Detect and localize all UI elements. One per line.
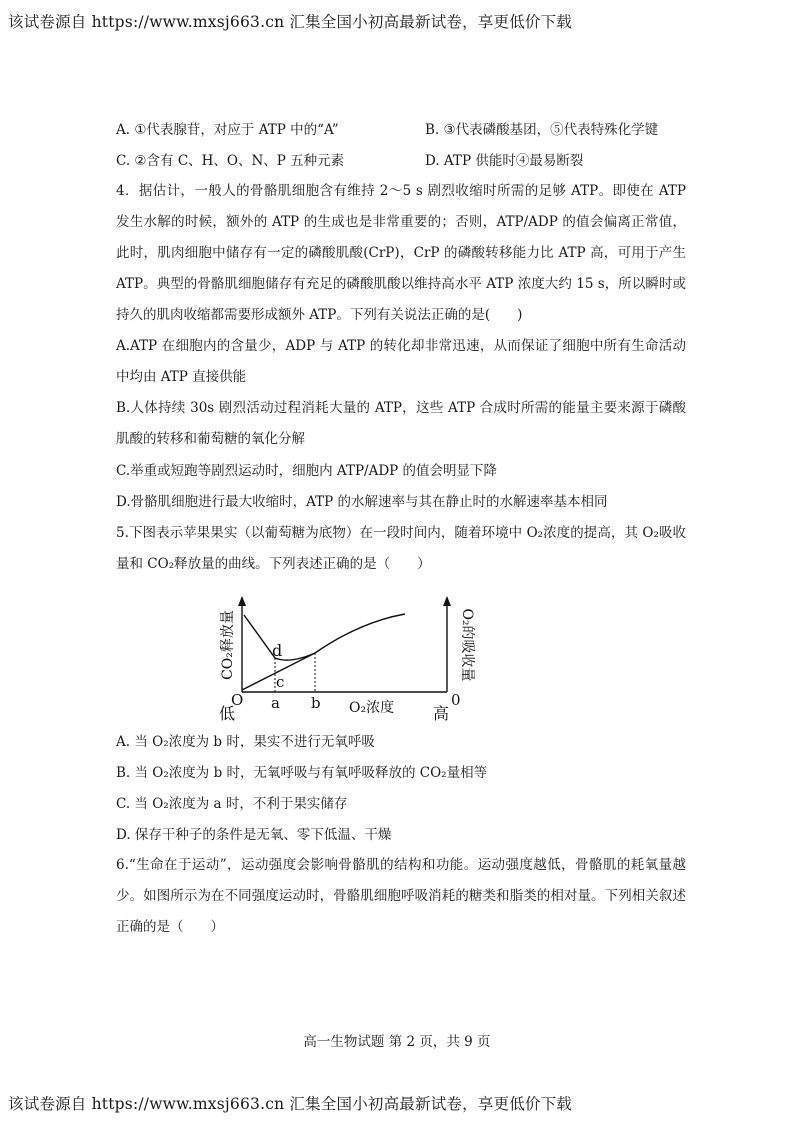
q5-option-b: B. 当 O₂浓度为 b 时，无氧呼吸与有氧呼吸释放的 CO₂量相等 bbox=[116, 765, 488, 781]
origin-left-label: O bbox=[231, 691, 244, 709]
tick-a-label: a bbox=[271, 694, 280, 712]
q4-option-c: C.举重或短跑等剧烈运动时，细胞内 ATP/ADP 的值会明显下降 bbox=[116, 463, 498, 479]
q3-option-c: C. ②含有 C、H、O、N、P 五种元素 bbox=[116, 153, 345, 169]
respiration-curve-figure bbox=[200, 590, 480, 725]
y-left-axis-label: CO₂释放量 bbox=[220, 610, 236, 680]
source-banner-top: 该试卷源自 https://www.mxsj663.cn 汇集全国小初高最新试卷，享更低价下载 bbox=[8, 13, 573, 31]
tick-b-label: b bbox=[311, 694, 321, 712]
q6-stem: 6.“生命在于运动”，运动强度会影响骨骼肌的结构和功能。运动强度越低，骨骼肌的耗氧量越少。如图所示为在不同强度运动时，骨骼肌细胞呼吸消耗的糖类和脂类的相对量。下列相关叙述正确的是（ ） bbox=[116, 857, 686, 935]
q5-option-d: D. 保存干种子的条件是无氧、零下低温、干燥 bbox=[116, 827, 392, 843]
left-axis-arrow bbox=[238, 596, 246, 606]
origin-right-label: 0 bbox=[451, 691, 461, 709]
q3-option-b: B. ③代表磷酸基团，⑤代表特殊化学键 bbox=[425, 122, 659, 138]
q4-option-b: B.人体持续 30s 剧烈活动过程消耗大量的 ATP，这些 ATP 合成时所需的能量主要来源于磷酸肌酸的转移和葡萄糖的氧化分解 bbox=[116, 400, 686, 447]
q5-stem: 5.下图表示苹果果实（以葡萄糖为底物）在一段时间内，随着环境中 O₂浓度的提高，其 O₂吸收量和 CO₂释放量的曲线。下列表述正确的是（ ） bbox=[116, 525, 686, 572]
q4-stem: 4．据估计，一般人的骨骼肌细胞含有维持 2～5 s 剧烈收缩时所需的足够 ATP。即使在 ATP 发生水解的时候，额外的 ATP 的生成也是非常重要的；否则，ATP/ADP 的值会偏离正常值，此时，肌肉细胞中储存有一定的磷酸肌酸(CrP)，CrP 的磷酸转移能力比 ATP 高，可用于产生 ATP。典型的骨骼肌细胞储存有充足的磷酸肌酸以维持高水平 ATP 浓度大约 15 s，所以瞬时或持久的肌肉收缩都需要形成额外 ATP。下列有关说法正确的是( ) bbox=[116, 183, 686, 323]
page-footer: 高一生物试题 第 2 页，共 9 页 bbox=[303, 1034, 491, 1050]
right-axis-arrow bbox=[443, 596, 451, 606]
q3-option-d: D. ATP 供能时④最易断裂 bbox=[425, 153, 584, 169]
y-right-axis-label: O₂的吸收量 bbox=[459, 608, 475, 682]
co2-release-curve bbox=[244, 614, 405, 660]
q4-option-a: A.ATP 在细胞内的含量少，ADP 与 ATP 的转化却非常迅速，从而保证了细胞中所有生命活动中均由 ATP 直接供能 bbox=[116, 338, 686, 385]
q5-option-c: C. 当 O₂浓度为 a 时，不利于果实储存 bbox=[116, 796, 348, 812]
q4-option-d: D.骨骼肌细胞进行最大收缩时，ATP 的水解速率与其在静止时的水解速率基本相同 bbox=[116, 494, 608, 510]
q5-option-a: A. 当 O₂浓度为 b 时，果实不进行无氧呼吸 bbox=[116, 734, 375, 750]
low-label: 低 bbox=[219, 704, 236, 723]
point-d-label: d bbox=[272, 641, 283, 660]
point-c-label: c bbox=[276, 673, 285, 691]
high-label: 高 bbox=[433, 704, 450, 723]
q3-option-a: A. ①代表腺苷，对应于 ATP 中的“A” bbox=[116, 122, 339, 138]
source-banner-bottom: 该试卷源自 https://www.mxsj663.cn 汇集全国小初高最新试卷，享更低价下载 bbox=[8, 1095, 573, 1113]
x-axis-label: O₂浓度 bbox=[349, 700, 395, 716]
